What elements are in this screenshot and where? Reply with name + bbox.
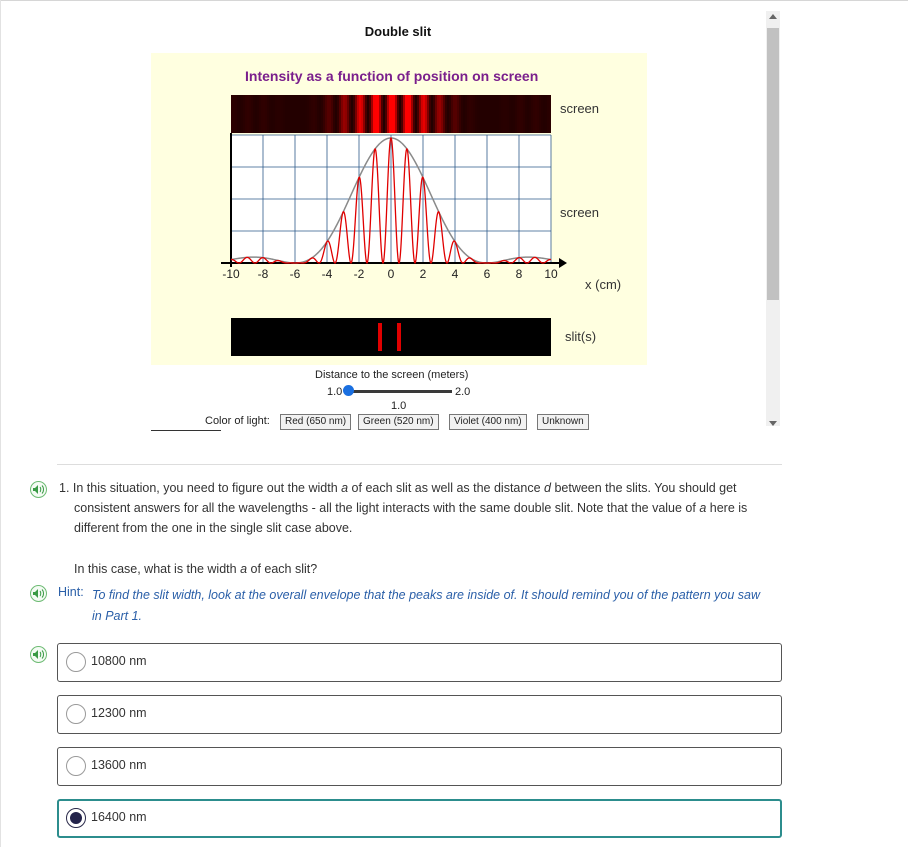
screen-label-top: screen [560,101,600,116]
underline-rule [151,430,221,431]
color-red-button[interactable]: Red (650 nm) [280,414,351,430]
x-tick-label: 6 [483,267,491,281]
x-tick-label: -10 [222,267,240,281]
radio-button[interactable] [66,704,86,724]
choice-label: 10800 nm [91,654,147,668]
axis-label: x (cm) [585,277,622,292]
choice-label: 12300 nm [91,706,147,720]
panel-title: Intensity as a function of position on screen [245,68,539,84]
radio-button[interactable] [66,756,86,776]
x-tick-label: -6 [289,267,301,281]
intensity-plot [211,133,571,313]
screen-pattern [231,95,551,133]
hint-label: Hint: [58,585,84,599]
color-label: Color of light: [205,415,270,427]
color-unknown-button[interactable]: Unknown [537,414,589,430]
screen-band [549,95,551,133]
screen-label-mid: screen [560,205,600,220]
color-violet-button[interactable]: Violet (400 nm) [449,414,527,430]
simulation-frame[interactable] [0,0,762,440]
choice-option[interactable] [57,747,782,786]
x-tick-label: 8 [515,267,523,281]
distance-max: 2.0 [455,386,471,398]
question-text-line2: consistent answers for all the wavelengths - all the light interacts with the same double slit. Note that the value of a here is [74,501,748,515]
x-tick-label: 4 [451,267,459,281]
hint-text: To find the slit width, look at the overall envelope that the peaks are inside of. It should remind you of the pattern you saw in Part 1. [92,588,760,623]
hint-speaker-icon[interactable] [30,585,47,602]
scrollbar-thumb[interactable] [767,28,779,300]
x-tick-label: 0 [387,267,395,281]
choice-label: 16400 nm [91,810,147,824]
section-divider [57,464,782,465]
choice-option-selected[interactable] [57,799,782,838]
slit-left [378,323,382,351]
question-prompt: In this case, what is the width a of each slit? [74,562,318,576]
choices-speaker-icon[interactable] [30,646,47,663]
simulation-title: Double slit [364,24,432,39]
distance-value: 1.0 [391,400,407,412]
distance-label: Distance to the screen (meters) [315,369,469,381]
distance-slider-track[interactable] [348,390,452,393]
x-tick-label: 2 [419,267,427,281]
distance-min: 1.0 [327,386,343,398]
speaker-icon[interactable] [30,481,47,498]
choice-label: 13600 nm [91,758,147,772]
slit-right [397,323,401,351]
distance-slider-handle[interactable] [343,385,354,396]
slits-label: slit(s) [565,329,597,344]
x-tick-label: -2 [353,267,365,281]
x-tick-label: -4 [321,267,333,281]
radio-button-selected[interactable] [66,808,86,828]
scroll-up-icon[interactable] [769,14,777,19]
choice-option[interactable] [57,643,782,682]
question-text-line3: different from the one in the single slit case above. [74,521,353,535]
color-green-button[interactable]: Green (520 nm) [358,414,439,430]
radio-button[interactable] [66,652,86,672]
x-axis-arrow [559,258,567,268]
scroll-down-icon[interactable] [769,421,777,426]
simulation-panel [151,53,647,365]
slit-display [231,318,551,356]
question-text: 1. In this situation, you need to figure out the width a of each slit as well as the distance d between the slits. You should get [59,481,737,495]
x-tick-label: -8 [257,267,269,281]
choice-option[interactable] [57,695,782,734]
x-tick-label: 10 [544,267,558,281]
